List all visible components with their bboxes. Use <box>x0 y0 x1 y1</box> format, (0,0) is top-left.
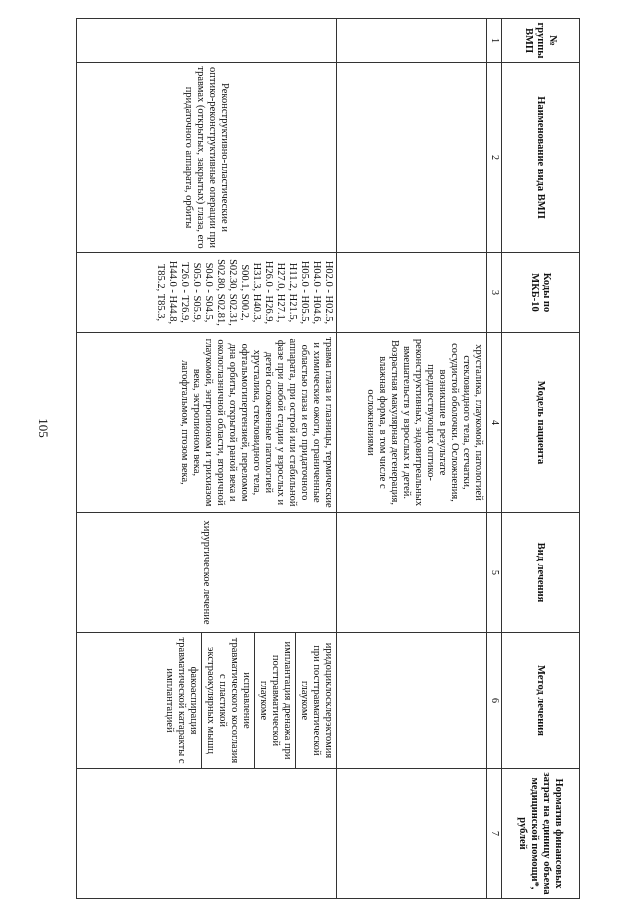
column-number: 2 <box>487 63 502 253</box>
header-vmp-name: Наименование вида ВМП <box>502 63 580 253</box>
column-number: 3 <box>487 253 502 333</box>
treatment-methods-cell <box>77 633 337 769</box>
column-number: 5 <box>487 513 502 633</box>
column-number: 1 <box>487 19 502 63</box>
header-patient-model: Модель пациента <box>502 333 580 513</box>
rotated-table-sheet <box>55 18 580 898</box>
vmp-table <box>76 18 580 899</box>
treatment-method-item: имплантация дренажа при посттравматической глаукоме <box>254 633 295 768</box>
patient-model-cell: травма глаза и глазницы, термические и химические ожоги, ограниченные областью глаза и его придаточного аппарата, при острой или стабильной фазе при любой стадии у взрослых и детей осложненные патологией хрусталика, стекловидного тела, офтальмогипертензией, переломом дна орбиты, открытой раной века и окологлазничной области, вторичной глаукомой, энтропионом и трихиазом века, эктропионом века, лагофтальмом, птозом века, <box>77 333 337 513</box>
table-row <box>77 19 337 899</box>
header-icd-codes: Коды по МКБ-10 <box>502 253 580 333</box>
page-number: 105 <box>36 418 51 438</box>
treatment-method-item: факоаспирация травматической катаракты с имплантацией <box>164 637 199 764</box>
header-treatment-method: Метод лечения <box>502 633 580 769</box>
table-row <box>337 19 487 899</box>
icd-codes-cell: H02.0 - H02.5, H04.0 - H04.6, H05.0 - H05.5, H11.2, H21.5, H27.0, H27.1, H26.0 - H26.9, H31.3, H40.3, S00.1, S00.2, S02.30, S02.31, S02.80, S02.81, S04.0 - S04.5, S05.0 - S05.9, T26.0 - T26.9, H44.0 - H44.8, T85.2, T85.3, <box>77 253 337 333</box>
treatment-method-item: исправление травматического косоглазия с пластикой экстраокулярных мышц <box>201 633 254 768</box>
patient-model-cell: хрусталика, глаукомой, патологией стекловидного тела, сетчатки, сосудистой оболочки. Осложнения, возникшие в результате предшествующих оптико-реконструктивных, эндовитреальных вмешательств у взрослых и детей. Возрастная макулярная дегенерация, влажная форма, в том числе с осложнениями <box>337 333 487 513</box>
vmp-name-cell: Реконструктивно-пластические и оптико-реконструктивные операции при травмах (открытых, закрытых) глаза, его придаточного аппарата, орбиты <box>77 63 337 253</box>
header-cost-norm: Норматив финансовых затрат на единицу объема медицинской помощи*, рублей <box>502 769 580 899</box>
header-treatment-type: Вид лечения <box>502 513 580 633</box>
column-number: 6 <box>487 633 502 769</box>
treatment-type-cell: хирургическое лечение <box>77 513 337 633</box>
column-number: 4 <box>487 333 502 513</box>
header-group-number: № группы ВМП <box>502 19 580 63</box>
column-number: 7 <box>487 769 502 899</box>
treatment-method-item: иридоциклосклерэктомия при посттравматической глаукоме <box>295 633 336 768</box>
